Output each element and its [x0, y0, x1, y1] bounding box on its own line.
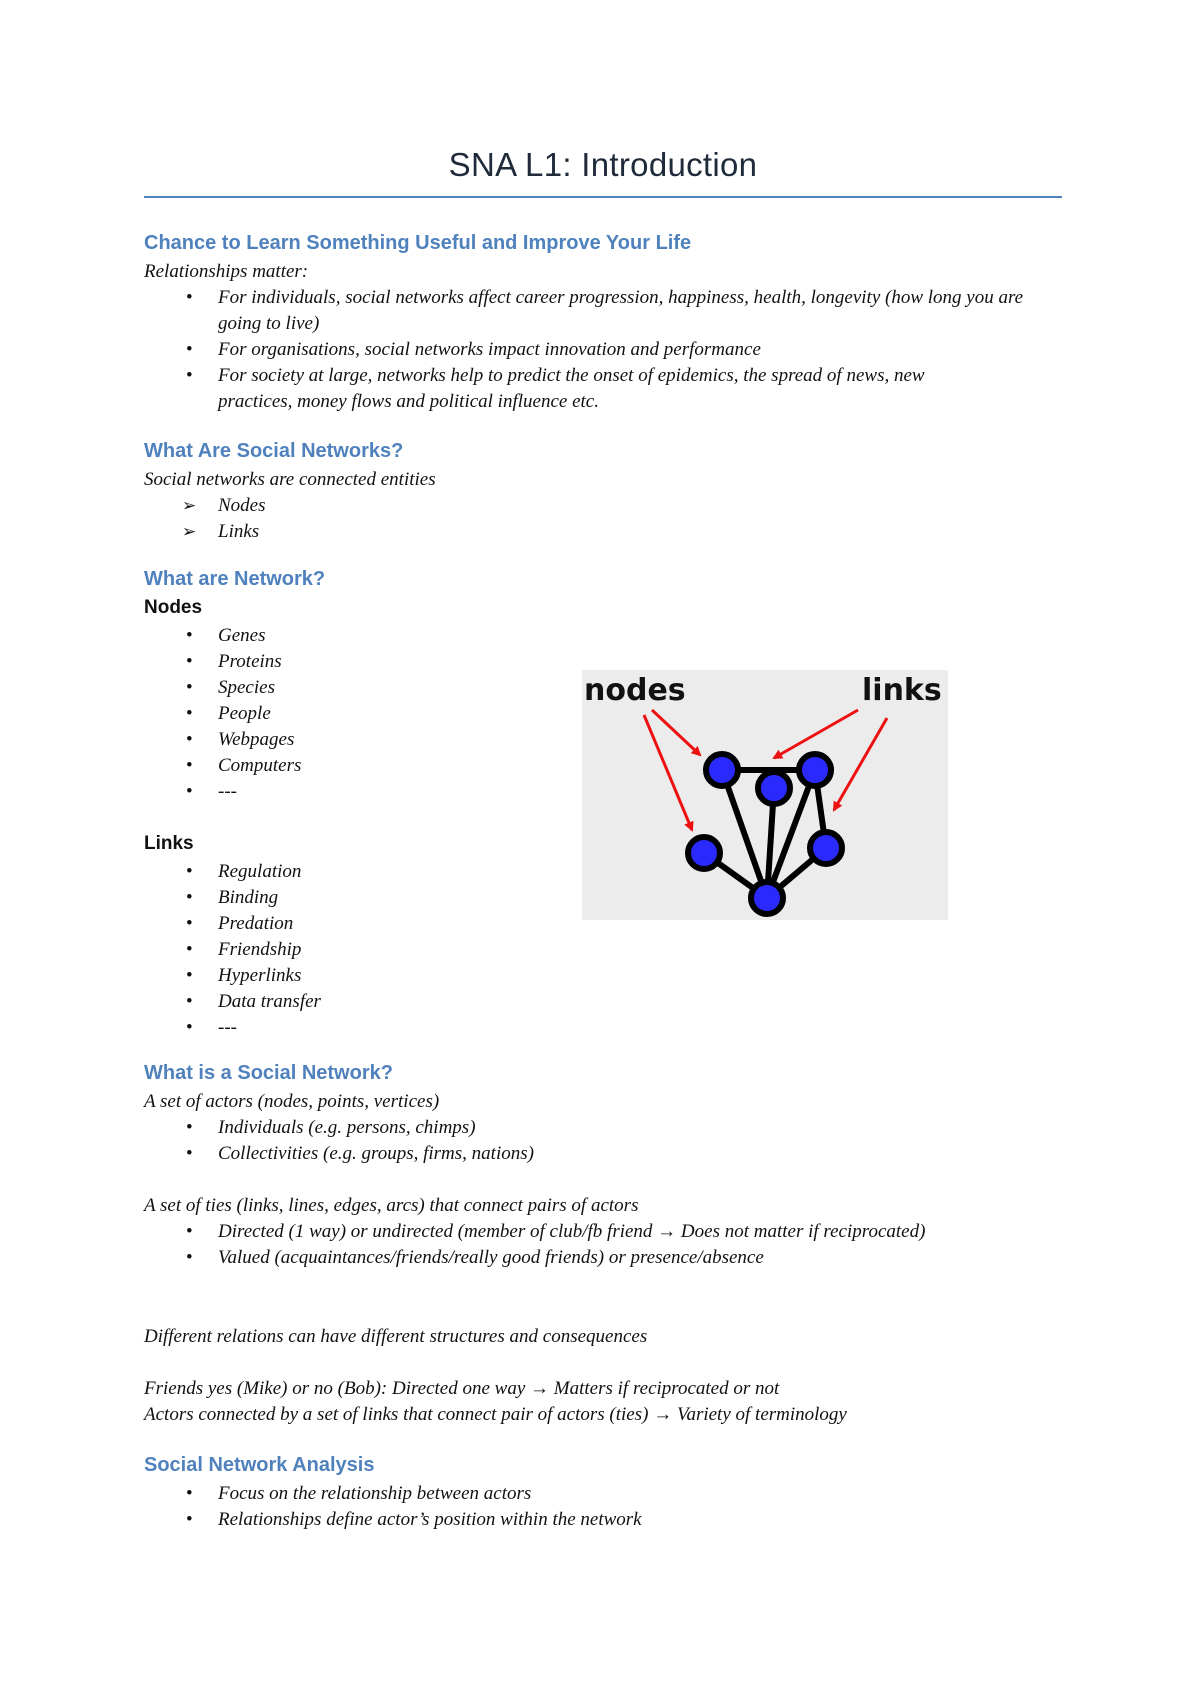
heading-what-are-network: What are Network? — [144, 568, 326, 590]
heading-social-network-analysis: Social Network Analysis — [144, 1454, 375, 1476]
node — [810, 832, 842, 864]
links-label: Links — [144, 833, 194, 854]
ties-intro: A set of ties (links, lines, edges, arcs) that connect pairs of actors — [144, 1195, 639, 1216]
node — [751, 882, 783, 914]
list-item: • People — [186, 703, 271, 724]
list-item: • Predation — [186, 913, 294, 934]
entities-list — [144, 493, 266, 545]
list-item: • Individuals (e.g. persons, chimps) — [186, 1117, 476, 1138]
network-nodes — [688, 754, 842, 914]
nodes-caption: nodes — [584, 673, 686, 708]
list-item: ➢ Links — [182, 521, 260, 542]
actors-connected-paragraph: Actors connected by a set of links that connect pair of actors (ties) → Variety of terminology — [144, 1404, 847, 1425]
links-caption: links — [862, 673, 942, 708]
title-divider — [144, 196, 1062, 198]
list-item: • For organisations, social networks impact innovation and performance — [186, 339, 761, 360]
node — [758, 772, 790, 804]
list-item: • Collectivities (e.g. groups, firms, nations) — [186, 1143, 534, 1164]
actors-list — [144, 1115, 534, 1167]
list-item: • Species — [186, 677, 275, 698]
relationships-intro: Relationships matter: — [144, 261, 309, 282]
list-item: • Webpages — [186, 729, 295, 750]
list-item: • Binding — [186, 887, 279, 908]
heading-what-are-social-networks: What Are Social Networks? — [144, 440, 404, 462]
relations-paragraph: Different relations can have different structures and consequences — [144, 1326, 648, 1347]
list-item: • Focus on the relationship between actors — [186, 1483, 532, 1504]
heading-what-is-a-social-network: What is a Social Network? — [144, 1062, 393, 1084]
node — [688, 837, 720, 869]
ties-list — [144, 1219, 984, 1271]
arrow-to-link — [774, 710, 858, 758]
sna-list — [144, 1481, 642, 1533]
list-item: • Genes — [186, 625, 266, 646]
list-item: • Computers — [186, 755, 302, 776]
friends-paragraph: Friends yes (Mike) or no (Bob): Directed one way → Matters if reciprocated or not — [144, 1378, 780, 1399]
heading-chance-to-learn: Chance to Learn Something Useful and Improve Your Life — [144, 232, 692, 254]
list-item: • Proteins — [186, 651, 282, 672]
list-item: • Valued (acquaintances/friends/really good friends) or presence/absence — [186, 1247, 764, 1268]
list-item: • For society at large, networks help to predict the onset of epidemics, the spread of news, new practices, money flows and political influence etc. — [186, 365, 925, 412]
network-diagram-svg — [582, 670, 948, 920]
list-item: • Directed (1 way) or undirected (member of club/fb friend → Does not matter if reciprocated) — [186, 1221, 926, 1242]
social-networks-intro: Social networks are connected entities — [144, 469, 436, 490]
list-item: ➢ Nodes — [182, 495, 266, 516]
network-diagram — [582, 670, 948, 920]
list-item: • Friendship — [186, 939, 302, 960]
links-list — [144, 859, 321, 1041]
list-item: • Relationships define actor’s position within the network — [186, 1509, 642, 1530]
relationships-list — [144, 285, 1064, 415]
list-item: • Regulation — [186, 861, 302, 882]
list-item: • --- — [186, 781, 237, 802]
actors-intro: A set of actors (nodes, points, vertices) — [144, 1091, 440, 1112]
nodes-list — [144, 623, 301, 805]
arrow-to-node — [644, 715, 692, 830]
arrow-to-link — [834, 718, 887, 810]
nodes-label: Nodes — [144, 597, 203, 618]
list-item: • Data transfer — [186, 991, 321, 1012]
list-item: • For individuals, social networks affect career progression, happiness, health, longevity (how long you are going to live) — [186, 287, 1024, 334]
node — [706, 754, 738, 786]
page-title: SNA L1: Introduction — [448, 146, 758, 183]
list-item: • --- — [186, 1017, 237, 1038]
list-item: • Hyperlinks — [186, 965, 302, 986]
node — [799, 754, 831, 786]
